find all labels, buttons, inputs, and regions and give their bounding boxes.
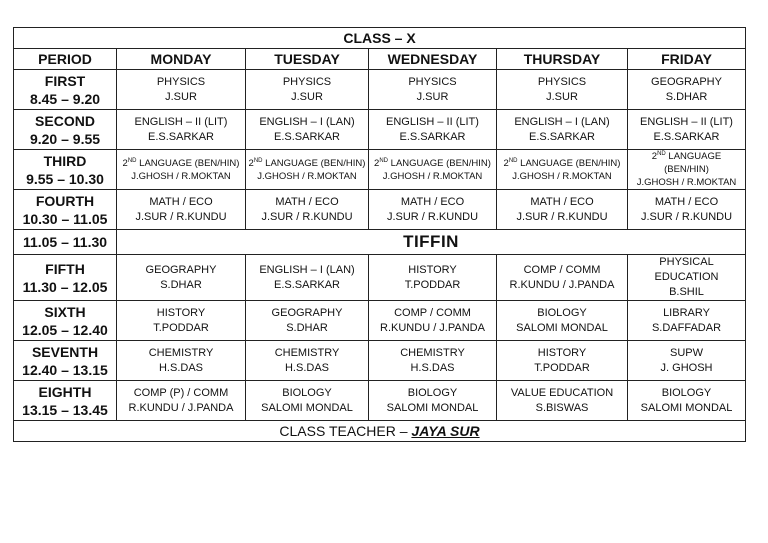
header-wednesday: WEDNESDAY bbox=[369, 49, 497, 70]
period-name: FOURTH bbox=[35, 192, 95, 209]
timetable-cell-tuesday bbox=[246, 255, 369, 301]
teacher-label: T.PODDAR bbox=[534, 361, 590, 374]
timetable-cell-wednesday bbox=[369, 70, 497, 110]
timetable-cell-friday bbox=[628, 110, 746, 150]
teacher-label: J.SUR / R.KUNDU bbox=[386, 210, 479, 223]
ordinal-suffix: ND bbox=[127, 157, 137, 164]
subject-label: GEOGRAPHY bbox=[651, 75, 722, 88]
timetable-cell-tuesday bbox=[246, 150, 369, 190]
timetable bbox=[13, 27, 746, 442]
teacher-label: J.SUR / R.KUNDU bbox=[516, 210, 608, 223]
class-teacher-cell bbox=[14, 421, 746, 442]
subject-label: HISTORY bbox=[408, 263, 457, 276]
teacher-label: S.DHAR bbox=[665, 90, 708, 103]
teacher-label: J.SUR bbox=[546, 90, 578, 103]
subject-label: COMP (P) / COMM bbox=[133, 386, 229, 399]
subject-label: HISTORY bbox=[537, 346, 587, 359]
subject-label: ENGLISH – I (LAN) bbox=[259, 263, 355, 276]
timetable-cell-thursday bbox=[497, 150, 628, 190]
timetable-cell-monday bbox=[117, 341, 246, 381]
timetable-cell-tuesday bbox=[246, 110, 369, 150]
teacher-label: R.KUNDU / J.PANDA bbox=[380, 321, 485, 334]
subject-label: MATH / ECO bbox=[275, 195, 339, 208]
timetable-cell-friday bbox=[628, 255, 746, 301]
subject-label: COMP / COMM bbox=[523, 263, 601, 276]
subject-label: CHEMISTRY bbox=[400, 346, 465, 359]
subject-label: HISTORY bbox=[156, 306, 206, 319]
subject-text: LANGUAGE (BEN/HIN) bbox=[136, 157, 240, 169]
period-cell bbox=[14, 381, 117, 421]
period-name: THIRD bbox=[43, 152, 87, 169]
timetable-cell-thursday bbox=[497, 70, 628, 110]
teacher-label: H.S.DAS bbox=[158, 361, 203, 374]
timetable-cell-thursday bbox=[497, 381, 628, 421]
teacher-label: S.BISWAS bbox=[535, 401, 589, 414]
period-name: SEVENTH bbox=[31, 343, 99, 360]
period-time: 13.15 – 13.45 bbox=[22, 401, 108, 418]
timetable-cell-wednesday bbox=[369, 110, 497, 150]
teacher-label: J. GHOSH bbox=[660, 361, 713, 374]
subject-text: LANGUAGE (BEN/HIN) bbox=[517, 157, 621, 169]
teacher-label: J.SUR bbox=[291, 90, 323, 103]
teacher-label: E.S.SARKAR bbox=[273, 130, 341, 143]
header-period: PERIOD bbox=[14, 49, 117, 70]
subject-text: LANGUAGE (BEN/HIN) bbox=[664, 151, 722, 175]
subject-label: MATH / ECO bbox=[530, 195, 594, 208]
subject-label: BIOLOGY bbox=[661, 386, 712, 399]
subject-label: ENGLISH – I (LAN) bbox=[514, 115, 610, 128]
timetable-cell-thursday bbox=[497, 110, 628, 150]
teacher-label: J.SUR bbox=[416, 90, 449, 103]
subject-label: MATH / ECO bbox=[149, 195, 213, 208]
subject-label: ENGLISH – I (LAN) bbox=[259, 115, 355, 128]
subject-label bbox=[499, 157, 625, 170]
timetable-cell-wednesday bbox=[369, 381, 497, 421]
timetable-cell-tuesday bbox=[246, 341, 369, 381]
subject-label: PHYSICS bbox=[282, 75, 332, 88]
teacher-label: SALOMI MONDAL bbox=[386, 401, 479, 414]
timetable-cell-wednesday bbox=[369, 301, 497, 341]
teacher-label: S.DHAR bbox=[286, 321, 328, 334]
period-cell bbox=[14, 70, 117, 110]
timetable-cell-wednesday bbox=[369, 341, 497, 381]
period-row bbox=[14, 341, 746, 381]
ordinal-number: 2 bbox=[122, 157, 128, 169]
subject-label bbox=[119, 157, 243, 170]
class-teacher-prefix: CLASS TEACHER – bbox=[279, 423, 412, 439]
title-row bbox=[14, 28, 746, 49]
period-row bbox=[14, 301, 746, 341]
timetable-cell-thursday bbox=[497, 341, 628, 381]
ordinal-suffix: ND bbox=[508, 157, 518, 164]
timetable-cell-friday bbox=[628, 301, 746, 341]
timetable-cell-friday bbox=[628, 70, 746, 110]
period-name: FIFTH bbox=[45, 260, 85, 277]
subject-label: COMP / COMM bbox=[394, 306, 471, 319]
subject-label: BIOLOGY bbox=[282, 386, 332, 399]
period-time: 9.20 – 9.55 bbox=[29, 130, 101, 147]
timetable-cell-monday bbox=[117, 255, 246, 301]
ordinal-suffix: ND bbox=[657, 151, 666, 157]
subject-label: SUPW bbox=[670, 346, 703, 359]
teacher-label: E.S.SARKAR bbox=[147, 130, 215, 143]
teacher-label: SALOMI MONDAL bbox=[516, 321, 608, 334]
timetable-cell-monday bbox=[117, 381, 246, 421]
teacher-label: J.SUR / R.KUNDU bbox=[261, 210, 353, 223]
timetable-cell-tuesday bbox=[246, 190, 369, 230]
teacher-label: J.GHOSH / R.MOKTAN bbox=[636, 177, 737, 188]
timetable-cell-wednesday bbox=[369, 255, 497, 301]
period-cell bbox=[14, 301, 117, 341]
subject-label: BIOLOGY bbox=[537, 306, 587, 319]
subject-label bbox=[248, 157, 366, 170]
period-name: EIGHTH bbox=[38, 383, 92, 400]
teacher-label: E.S.SARKAR bbox=[653, 130, 720, 143]
subject-label: PHYSICS bbox=[156, 75, 206, 88]
period-row bbox=[14, 70, 746, 110]
teacher-label: J.GHOSH / R.MOKTAN bbox=[257, 170, 357, 182]
teacher-label: SALOMI MONDAL bbox=[261, 401, 353, 414]
subject-label: GEOGRAPHY bbox=[271, 306, 343, 319]
subject-label: CHEMISTRY bbox=[274, 346, 340, 359]
period-row bbox=[14, 255, 746, 301]
teacher-label: J.GHOSH / R.MOKTAN bbox=[512, 170, 612, 182]
period-row bbox=[14, 110, 746, 150]
timetable-cell-monday bbox=[117, 301, 246, 341]
timetable-cell-thursday bbox=[497, 190, 628, 230]
timetable-cell-friday bbox=[628, 381, 746, 421]
period-row bbox=[14, 150, 746, 190]
subject-text: LANGUAGE (BEN/HIN) bbox=[262, 157, 366, 169]
subject-label bbox=[371, 157, 494, 170]
subject-label: PHYSICAL EDUCATION bbox=[654, 256, 719, 283]
timetable-cell-friday bbox=[628, 190, 746, 230]
timetable-cell-tuesday bbox=[246, 70, 369, 110]
period-cell bbox=[14, 110, 117, 150]
teacher-label: E.S.SARKAR bbox=[273, 278, 341, 291]
subject-label: LIBRARY bbox=[663, 306, 710, 319]
timetable-cell-tuesday bbox=[246, 381, 369, 421]
period-row bbox=[14, 381, 746, 421]
timetable-cell-monday bbox=[117, 70, 246, 110]
period-time: 12.05 – 12.40 bbox=[22, 321, 108, 338]
teacher-label: J.SUR / R.KUNDU bbox=[640, 210, 733, 223]
timetable-cell-monday bbox=[117, 150, 246, 190]
ordinal-number: 2 bbox=[248, 157, 254, 169]
teacher-label: T.PODDAR bbox=[404, 278, 461, 291]
period-time: 8.45 – 9.20 bbox=[29, 90, 101, 107]
ordinal-number: 2 bbox=[651, 151, 658, 162]
subject-label: ENGLISH – II (LIT) bbox=[640, 115, 733, 128]
period-cell bbox=[14, 190, 117, 230]
period-cell bbox=[14, 150, 117, 190]
subject-label: PHYSICS bbox=[408, 75, 457, 88]
timetable-cell-friday bbox=[628, 341, 746, 381]
subject-label: ENGLISH – II (LIT) bbox=[386, 115, 479, 128]
teacher-label: J.GHOSH / R.MOKTAN bbox=[131, 170, 231, 182]
class-teacher-name: JAYA SUR bbox=[411, 423, 480, 439]
header-monday: MONDAY bbox=[117, 49, 246, 70]
subject-label: MATH / ECO bbox=[400, 195, 465, 208]
header-thursday: THURSDAY bbox=[497, 49, 628, 70]
teacher-label: R.KUNDU / J.PANDA bbox=[509, 278, 615, 291]
subject-label: PHYSICS bbox=[537, 75, 587, 88]
period-cell bbox=[14, 341, 117, 381]
ordinal-suffix: ND bbox=[253, 157, 263, 164]
subject-text: LANGUAGE (BEN/HIN) bbox=[388, 157, 491, 169]
period-time: 10.30 – 11.05 bbox=[22, 210, 108, 227]
teacher-label: J.GHOSH / R.MOKTAN bbox=[382, 170, 483, 182]
period-cell bbox=[14, 255, 117, 301]
subject-label bbox=[630, 150, 743, 176]
timetable-cell-monday bbox=[117, 190, 246, 230]
teacher-label: J.SUR / R.KUNDU bbox=[135, 210, 227, 223]
teacher-label: SALOMI MONDAL bbox=[640, 401, 733, 414]
period-name: SIXTH bbox=[44, 303, 86, 320]
header-row bbox=[14, 49, 746, 70]
teacher-label: E.S.SARKAR bbox=[399, 130, 466, 143]
tiffin-row bbox=[14, 230, 746, 255]
teacher-label: S.DHAR bbox=[160, 278, 202, 291]
footer-row bbox=[14, 421, 746, 442]
subject-label: ENGLISH – II (LIT) bbox=[134, 115, 228, 128]
tiffin-label: TIFFIN bbox=[117, 230, 746, 255]
subject-label: MATH / ECO bbox=[654, 195, 719, 208]
timetable-cell-wednesday bbox=[369, 190, 497, 230]
timetable-cell-wednesday bbox=[369, 150, 497, 190]
timetable-cell-friday bbox=[628, 150, 746, 190]
subject-label: VALUE EDUCATION bbox=[510, 386, 614, 399]
timetable-cell-thursday bbox=[497, 255, 628, 301]
teacher-label: R.KUNDU / J.PANDA bbox=[128, 401, 234, 414]
period-time: 11.30 – 12.05 bbox=[22, 278, 108, 295]
teacher-label: H.S.DAS bbox=[410, 361, 455, 374]
ordinal-suffix: ND bbox=[379, 157, 389, 164]
tiffin-time: 11.05 – 11.30 bbox=[14, 230, 117, 255]
period-row bbox=[14, 190, 746, 230]
header-tuesday: TUESDAY bbox=[246, 49, 369, 70]
subject-label: GEOGRAPHY bbox=[145, 263, 217, 276]
header-friday: FRIDAY bbox=[628, 49, 746, 70]
timetable-cell-thursday bbox=[497, 301, 628, 341]
timetable-cell-tuesday bbox=[246, 301, 369, 341]
teacher-label: E.S.SARKAR bbox=[528, 130, 596, 143]
table-title: CLASS – X bbox=[14, 28, 746, 49]
ordinal-number: 2 bbox=[503, 157, 509, 169]
subject-label: CHEMISTRY bbox=[148, 346, 214, 359]
teacher-label: T.PODDAR bbox=[153, 321, 209, 334]
teacher-label: B.SHIL bbox=[669, 286, 704, 298]
teacher-label: S.DAFFADAR bbox=[651, 321, 722, 334]
ordinal-number: 2 bbox=[374, 157, 380, 169]
subject-label: BIOLOGY bbox=[407, 386, 458, 399]
period-name: FIRST bbox=[44, 72, 86, 89]
period-time: 9.55 – 10.30 bbox=[26, 170, 104, 187]
timetable-cell-monday bbox=[117, 110, 246, 150]
period-name: SECOND bbox=[35, 112, 95, 129]
teacher-label: H.S.DAS bbox=[284, 361, 329, 374]
teacher-label: J.SUR bbox=[165, 90, 197, 103]
period-time: 12.40 – 13.15 bbox=[22, 361, 108, 378]
